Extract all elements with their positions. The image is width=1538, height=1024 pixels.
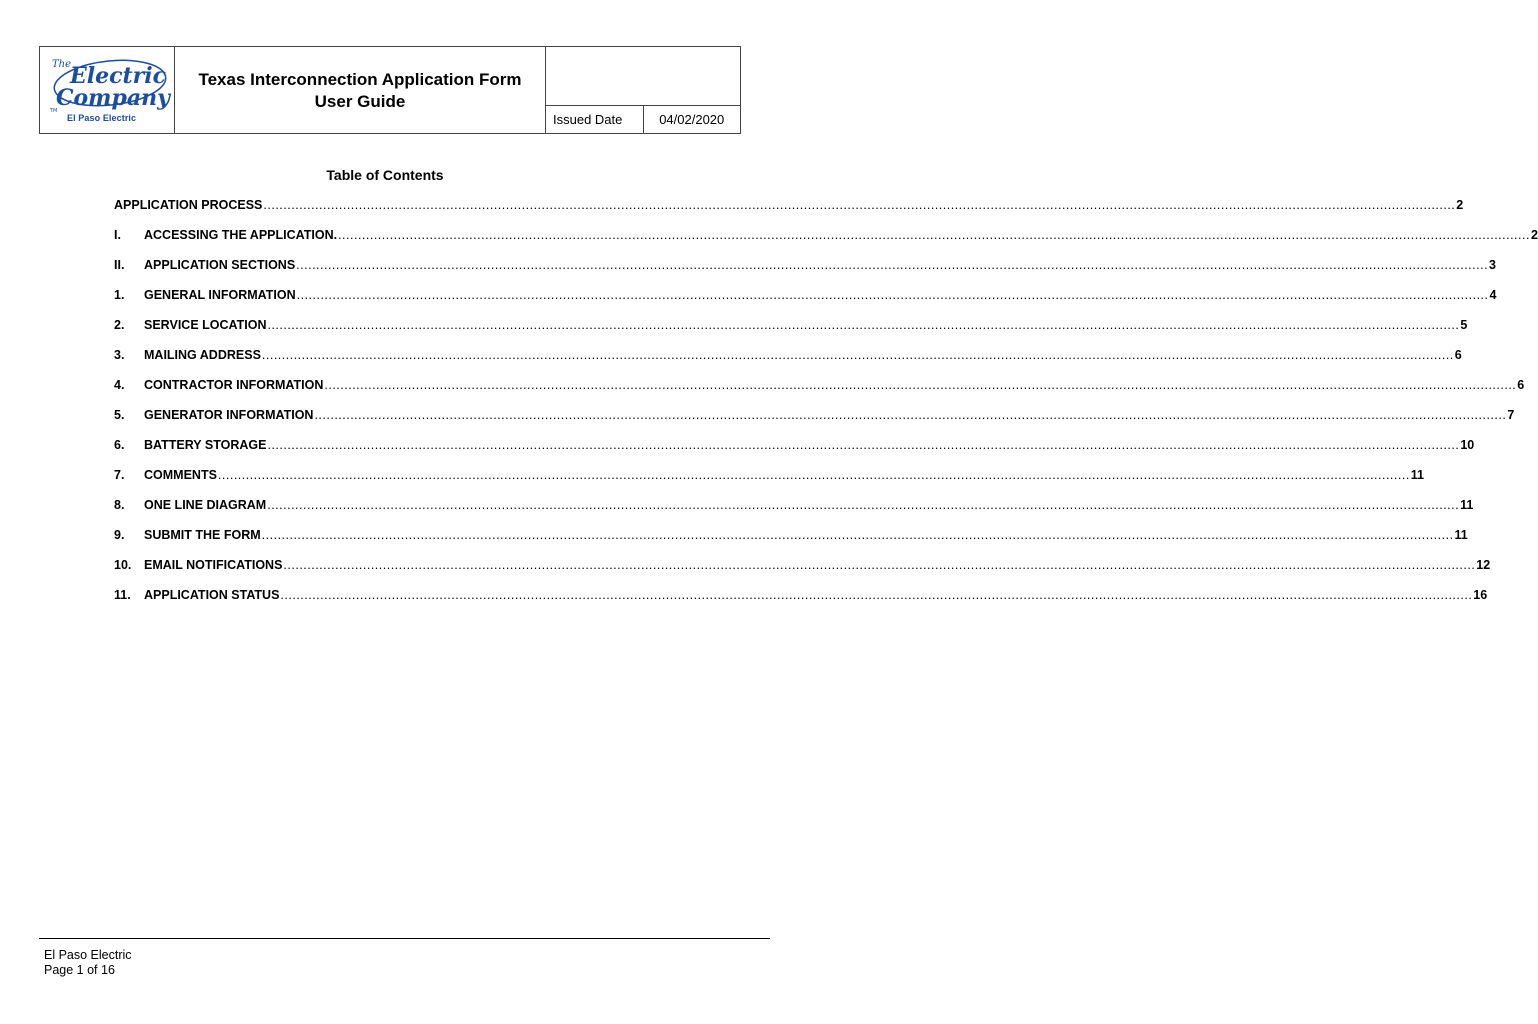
toc-entry-page: 3 (1489, 258, 1496, 272)
toc-entry[interactable] (114, 378, 1525, 408)
toc-entry[interactable] (114, 198, 1464, 228)
toc-entry-number: 5. (114, 408, 125, 422)
toc-dot-leader: ............................................................................................................................................................................................................................................................................................................ (267, 438, 1460, 452)
document-title: Texas Interconnection Application Form (198, 70, 522, 89)
toc-entry-number: I. (114, 228, 121, 242)
el-paso-electric-logo (48, 53, 170, 114)
svg-text:The: The (52, 59, 72, 70)
toc-entry-label: SUBMIT THE FORM (144, 528, 261, 542)
toc-entry-page: 7 (1507, 408, 1515, 422)
toc-entry-label: MAILING ADDRESS (144, 348, 261, 362)
toc-entry-page: 2 (1456, 198, 1464, 212)
toc-entry-page: 10 (1460, 438, 1475, 452)
toc-entry-label: SERVICE LOCATION (144, 318, 267, 332)
toc-dot-leader: ............................................................................................................................................................................................................................................................................................................ (280, 588, 1473, 602)
toc-entry-page: 5 (1460, 318, 1468, 332)
toc-entry-label: GENERAL INFORMATION (144, 288, 296, 302)
toc-entry-number: 7. (114, 468, 125, 482)
svg-text:Company: Company (56, 85, 170, 111)
toc-entry-label: ONE LINE DIAGRAM (144, 498, 267, 512)
toc-dot-leader: ............................................................................................................................................................................................................................................................................................................ (263, 198, 1456, 212)
toc-entry-page: 11 (1454, 528, 1468, 542)
toc-entry-page: 6 (1517, 378, 1525, 392)
toc-entry-label: GENERATOR INFORMATION (144, 408, 314, 422)
header-blank-cell (546, 47, 741, 106)
toc-entry-page: 12 (1476, 558, 1491, 572)
toc-entry[interactable] (114, 498, 1474, 528)
issued-date-label: Issued Date (546, 106, 644, 134)
toc-entry-number: 2. (114, 318, 125, 332)
logo-caption: El Paso Electric (67, 113, 137, 123)
toc-entry-label: EMAIL NOTIFICATIONS (144, 558, 283, 572)
toc-entry[interactable] (114, 348, 1462, 378)
logo-cell (40, 47, 175, 134)
toc-entry-page: 16 (1473, 588, 1488, 602)
svg-text:Electric: Electric (70, 63, 167, 89)
toc-entry-page: 11 (1410, 468, 1425, 482)
toc-entry-label: BATTERY STORAGE (144, 438, 267, 452)
toc-entry-number: 10. (114, 558, 132, 572)
toc-dot-leader: ............................................................................................................................................................................................................................................................................................................ (261, 528, 1454, 542)
toc-entry-number: II. (114, 258, 125, 272)
toc-entry-label: APPLICATION SECTIONS (144, 258, 296, 272)
toc-entry-label: APPLICATION PROCESS (114, 198, 263, 212)
toc-entry-number: 1. (114, 288, 125, 302)
toc-dot-leader: ............................................................................................................................................................................................................................................................................................................ (314, 408, 1507, 422)
toc-dot-leader: ............................................................................................................................................................................................................................................................................................................ (267, 498, 1460, 512)
issued-date-value: 04/02/2020 (643, 106, 741, 134)
toc-entry-number: 9. (114, 528, 125, 542)
page-footer (44, 948, 132, 978)
toc-entry[interactable] (114, 228, 1538, 258)
document-header (39, 46, 741, 134)
toc-dot-leader: ............................................................................................................................................................................................................................................................................................................ (338, 228, 1530, 242)
toc-dot-leader: ............................................................................................................................................................................................................................................................................................................ (217, 468, 1410, 482)
toc-entry-label: COMMENTS (144, 468, 217, 482)
toc-entry[interactable] (114, 438, 1475, 468)
toc-entry-number: 11. (114, 588, 131, 602)
toc-dot-leader: ............................................................................................................................................................................................................................................................................................................ (261, 348, 1454, 362)
table-of-contents (114, 198, 1538, 618)
toc-dot-leader: ............................................................................................................................................................................................................................................................................................................ (296, 258, 1489, 272)
toc-entry-page: 6 (1454, 348, 1462, 362)
toc-entry-page: 4 (1489, 288, 1497, 302)
toc-entry-number: 4. (114, 378, 125, 392)
footer-company: El Paso Electric (44, 948, 132, 962)
toc-entry[interactable] (114, 528, 1468, 558)
svg-text:TM: TM (50, 108, 58, 114)
toc-entry-number: 6. (114, 438, 125, 452)
toc-entry[interactable] (114, 318, 1468, 348)
toc-entry-label: APPLICATION STATUS (144, 588, 280, 602)
toc-title: Table of Contents (326, 167, 444, 183)
toc-entry[interactable] (114, 468, 1425, 498)
toc-dot-leader: ............................................................................................................................................................................................................................................................................................................ (267, 318, 1460, 332)
toc-dot-leader: ............................................................................................................................................................................................................................................................................................................ (296, 288, 1489, 302)
toc-entry-number: 8. (114, 498, 125, 512)
toc-dot-leader: ............................................................................................................................................................................................................................................................................................................ (324, 378, 1517, 392)
toc-entry-label: CONTRACTOR INFORMATION (144, 378, 324, 392)
toc-entry[interactable] (114, 558, 1491, 588)
toc-entry-label: ACCESSING THE APPLICATION. (144, 228, 338, 242)
document-subtitle: User Guide (314, 92, 406, 111)
toc-entry-page: 11 (1460, 498, 1474, 512)
toc-entry[interactable] (114, 288, 1497, 318)
toc-entry-page: 2 (1530, 228, 1538, 242)
toc-entry[interactable] (114, 588, 1488, 618)
document-title-cell (175, 47, 546, 134)
toc-entry[interactable] (114, 258, 1496, 288)
footer-page-info: Page 1 of 16 (44, 963, 115, 977)
toc-entry[interactable] (114, 408, 1515, 438)
toc-dot-leader: ............................................................................................................................................................................................................................................................................................................ (283, 558, 1476, 572)
footer-divider (39, 938, 770, 939)
toc-entry-number: 3. (114, 348, 125, 362)
